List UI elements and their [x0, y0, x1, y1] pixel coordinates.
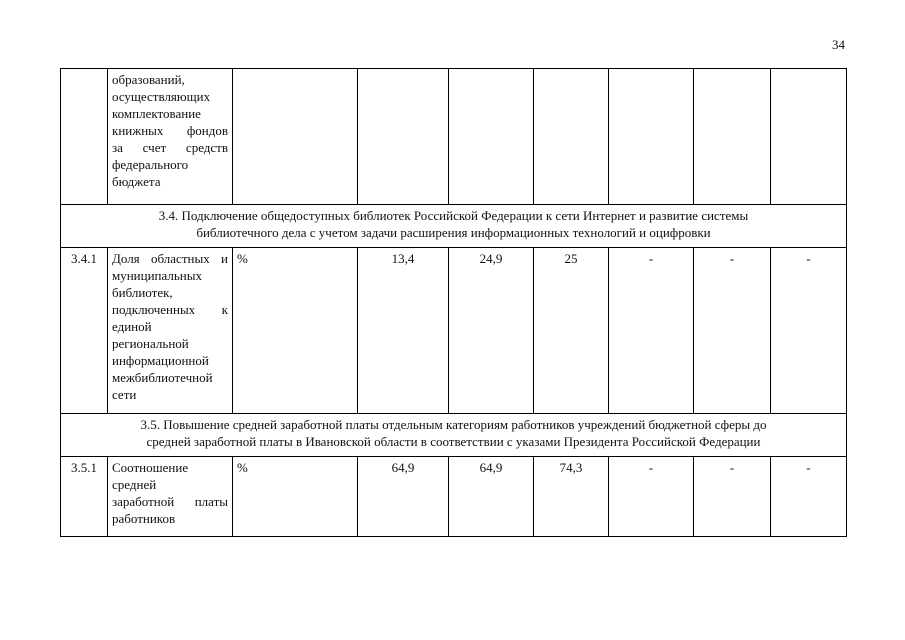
indicator-name-line: муниципальных [112, 268, 203, 283]
value-cell: 25 [534, 248, 609, 414]
indicator-name-line: межбиблиотечной [112, 370, 213, 385]
indicator-name-line: библиотек, [112, 285, 173, 300]
value-cell: - [771, 248, 847, 414]
unit-cell [233, 69, 358, 205]
indicator-name [108, 69, 233, 205]
indicators-table [60, 68, 847, 537]
value-cell: 64,9 [449, 457, 534, 537]
value-cell: - [694, 457, 771, 537]
section-title-line: библиотечного дела с учетом задачи расширения информационных технологий и оцифровки [196, 225, 711, 240]
indicator-name-line: работников [112, 511, 176, 526]
indicator-name-line: образований, [112, 72, 185, 87]
indicator-name-line: федерального [112, 157, 189, 172]
value-cell: 24,9 [449, 248, 534, 414]
value-cell: - [609, 457, 694, 537]
value-cell: - [609, 248, 694, 414]
table-row [61, 457, 847, 537]
indicator-name [108, 457, 233, 537]
value-cell [358, 69, 449, 205]
unit-cell: % [233, 457, 358, 537]
section-header-row [61, 414, 847, 457]
indicator-name-line: региональной [112, 336, 189, 351]
table-row [61, 248, 847, 414]
section-title [61, 414, 847, 457]
indicator-number [61, 69, 108, 205]
indicator-name-line: за счет средств [112, 140, 228, 155]
section-title-line: средней заработной платы в Ивановской области в соответствии с указами Президента Российской Федерации [146, 434, 761, 449]
section-title-line: 3.4. Подключение общедоступных библиотек Российской Федерации к сети Интернет и развитие системы [158, 208, 749, 223]
indicator-number: 3.4.1 [61, 248, 108, 414]
value-cell: 13,4 [358, 248, 449, 414]
indicator-name-line: книжных фондов [112, 123, 228, 138]
indicator-name [108, 248, 233, 414]
indicator-name-line: заработной платы [112, 494, 228, 509]
table-row [61, 69, 847, 205]
value-cell [534, 69, 609, 205]
indicator-name-line: средней [112, 477, 157, 492]
section-title-line: 3.5. Повышение средней заработной платы отдельным категориям работников учреждений бюджетной сферы до [140, 417, 767, 432]
page-number: 34 [832, 37, 845, 52]
indicator-name-line: комплектование [112, 106, 201, 121]
indicator-number: 3.5.1 [61, 457, 108, 537]
value-cell [609, 69, 694, 205]
table-body [61, 69, 847, 537]
value-cell [694, 69, 771, 205]
section-title [61, 205, 847, 248]
indicator-name-line: единой [112, 319, 152, 334]
value-cell: 64,9 [358, 457, 449, 537]
section-header-row [61, 205, 847, 248]
indicator-name-line: Доля областных и [112, 251, 228, 266]
indicator-name-line: сети [112, 387, 137, 402]
value-cell: - [694, 248, 771, 414]
indicator-name-line: информационной [112, 353, 209, 368]
indicator-name-line: Соотношение [112, 460, 189, 475]
value-cell: 74,3 [534, 457, 609, 537]
value-cell [449, 69, 534, 205]
indicator-name-line: бюджета [112, 174, 161, 189]
unit-cell: % [233, 248, 358, 414]
value-cell [771, 69, 847, 205]
indicator-name-line: подключенных к [112, 302, 228, 317]
indicator-name-line: осуществляющих [112, 89, 211, 104]
value-cell: - [771, 457, 847, 537]
